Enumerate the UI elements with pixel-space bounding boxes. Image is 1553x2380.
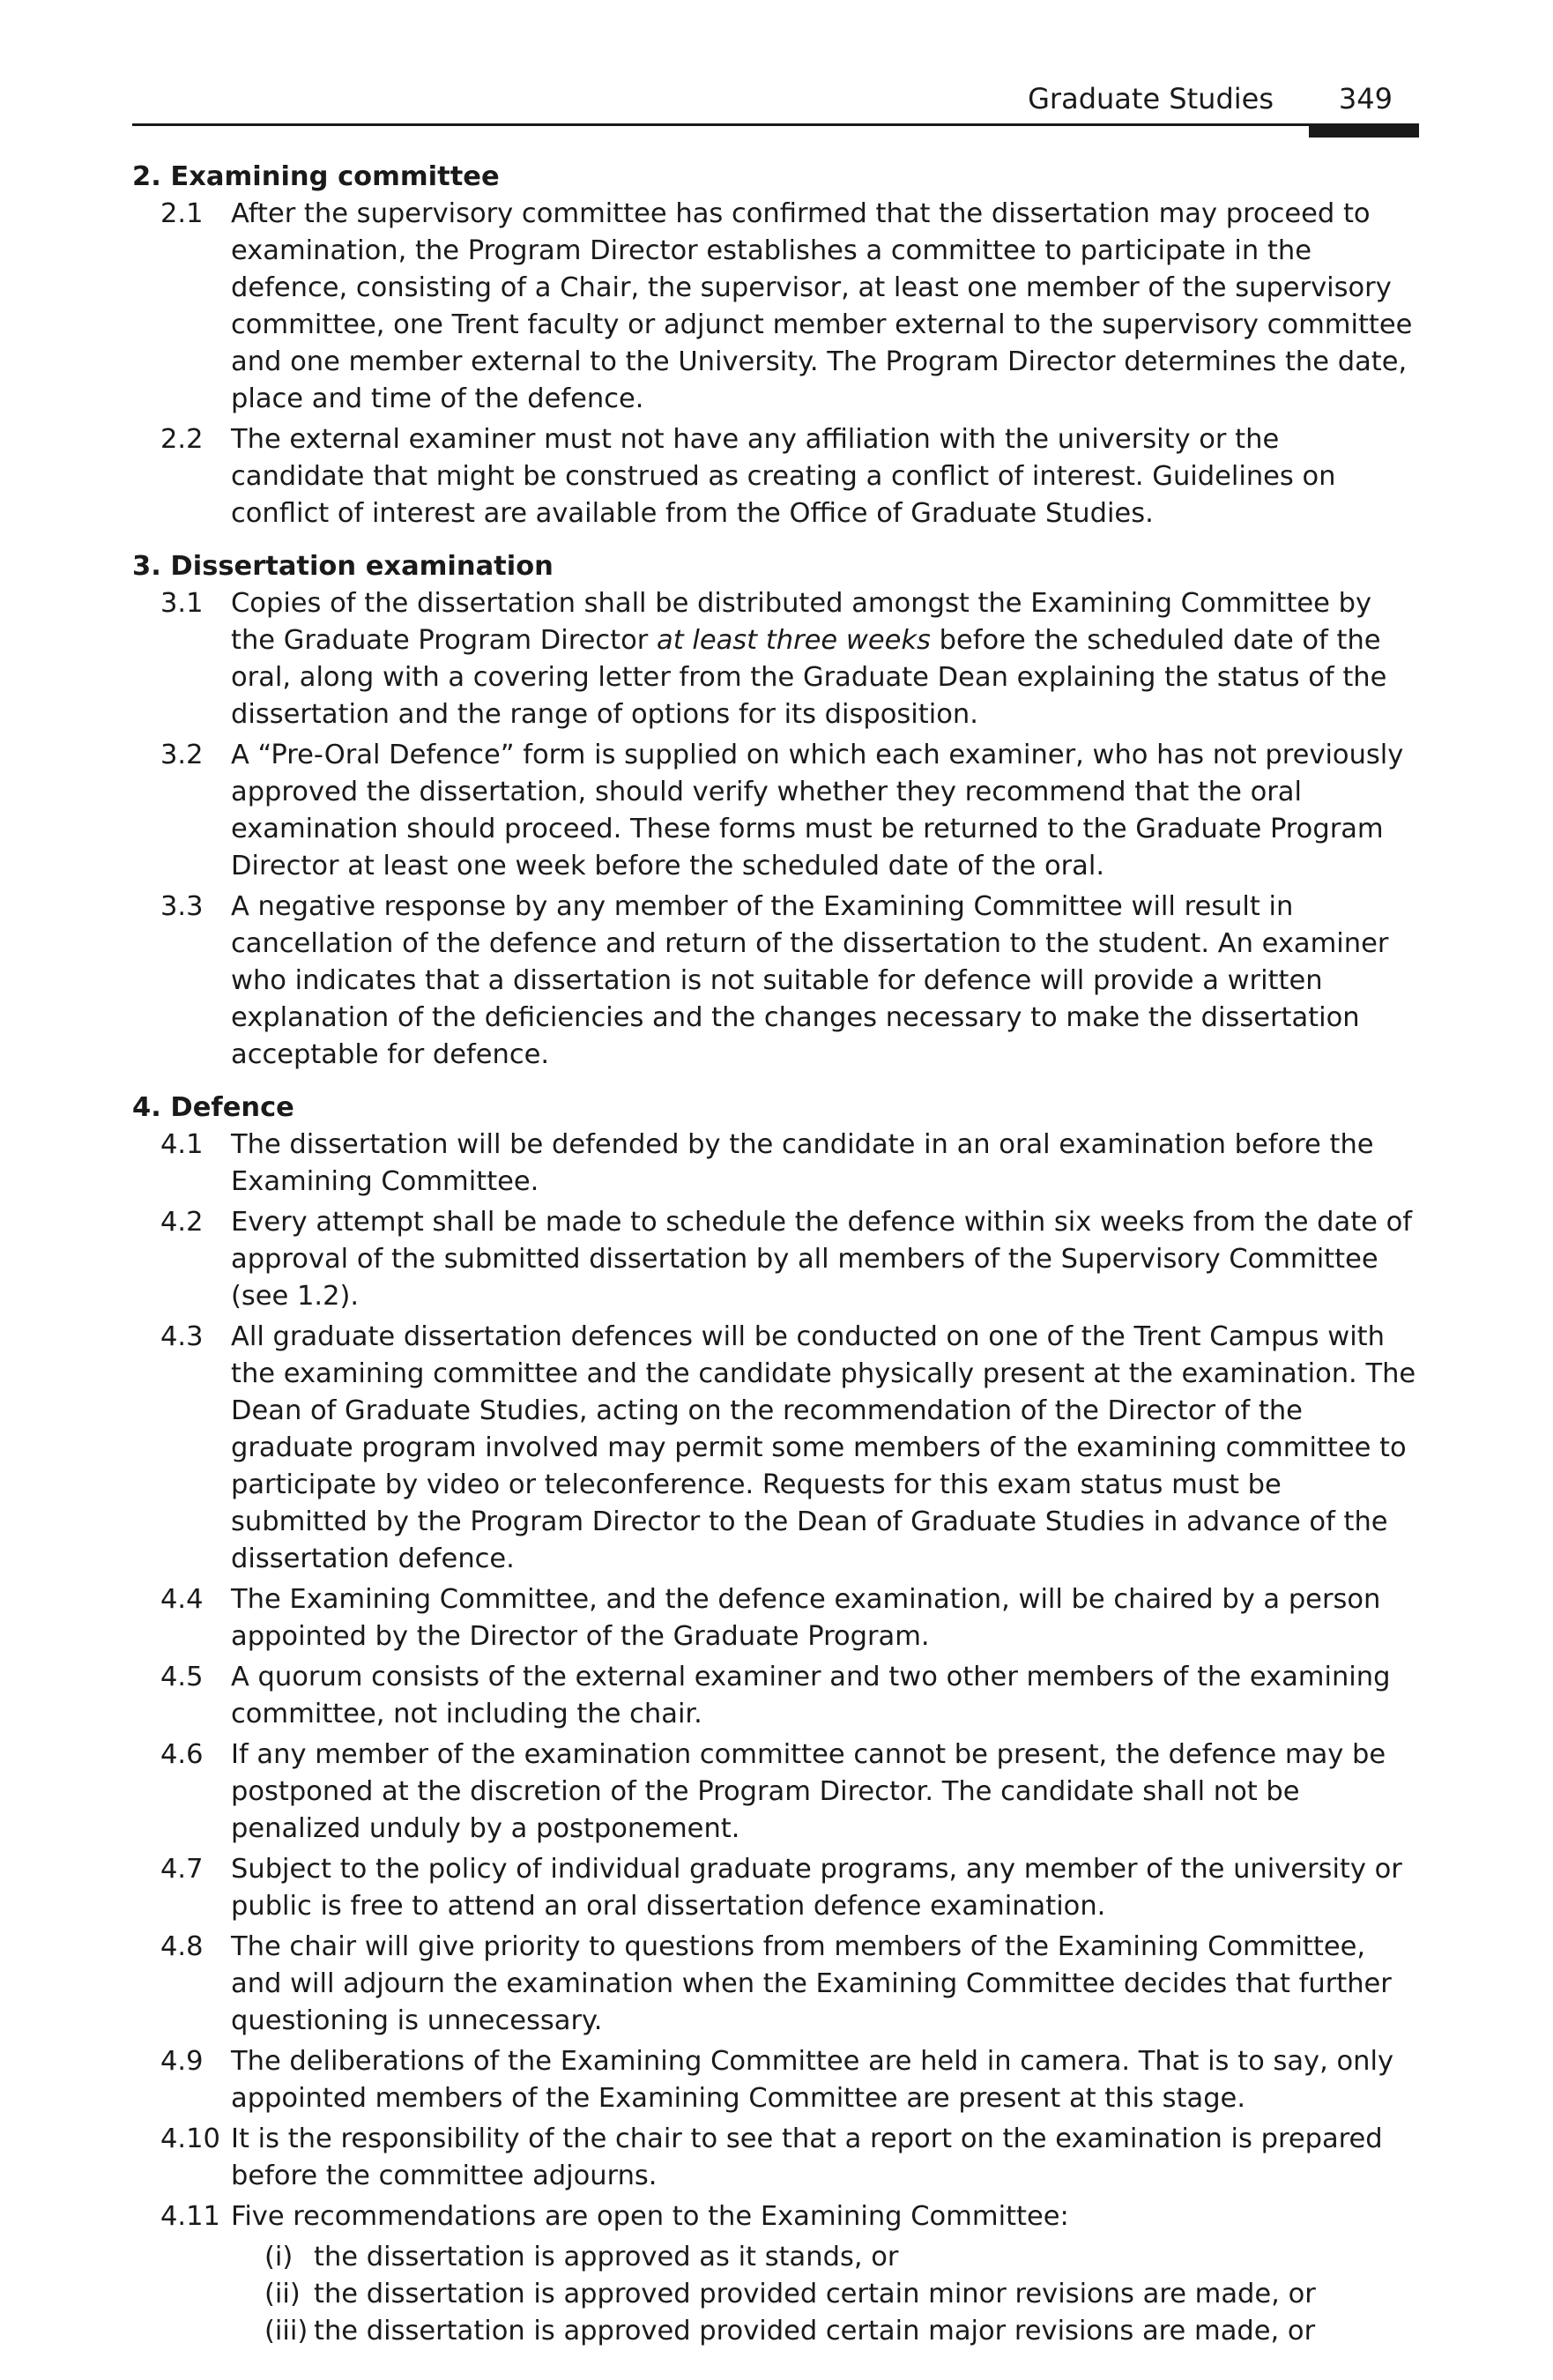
clause-text: The deliberations of the Examining Committee are held in camera. That is to say, only appointed members of the Examining Committee are present at this stage. [231, 2046, 1393, 2114]
clause-text: The Examining Committee, and the defence examination, will be chaired by a person appointed by the Director of the Graduate Program. [231, 1584, 1381, 1652]
clause-4-3 [132, 1319, 1419, 1578]
page-body [132, 159, 1419, 2366]
clause-text: If any member of the examination committee cannot be present, the defence may be postponed at the discretion of the Program Director. The candidate shall not be penalized unduly by a postponement. [231, 1739, 1386, 1844]
clause-number: 4.9 [160, 2046, 204, 2077]
clause-3-2 [132, 737, 1419, 885]
clause-text: Every attempt shall be made to schedule the defence within six weeks from the date of approval of the submitted dissertation by all members of the Supervisory Committee (see 1.2). [231, 1207, 1413, 1312]
clause-text: All graduate dissertation defences will be conducted on one of the Trent Campus with the examining committee and the candidate physically present at the examination. The Dean of Graduate Studies, acting on the recommendation of the Director of the graduate program involved may permit some members of the examining committee to participate by video or teleconference. Requests for this exam status must be submitted by the Program Director to the Dean of Graduate Studies in advance of the dissertation defence. [231, 1321, 1416, 1574]
clause-4-7 [132, 1851, 1419, 1925]
section-heading: 2. Examining committee [132, 161, 500, 192]
clause-text: After the supervisory committee has confirmed that the dissertation may proceed to examination, the Program Director establishes a committee to participate in the defence, consisting of a Chair, the supervisor, at least one member of the supervisory committee, one Trent faculty or adjunct member external to the supervisory committee and one member external to the University. The Program Director determines the date, place and time of the defence. [231, 198, 1413, 414]
clause-number: 3.3 [160, 891, 204, 922]
clause-number: 3.2 [160, 740, 204, 770]
clause-number: 4.8 [160, 1931, 204, 1962]
clause-text: A “Pre-Oral Defence” form is supplied on which each examiner, who has not previously approved the dissertation, should verify whether they recommend that the oral examination should proceed. These forms must be returned to the Graduate Program Director at least one week before the scheduled date of the oral. [231, 740, 1404, 881]
clause-number: 4.4 [160, 1584, 204, 1615]
subitem-text: the dissertation is approved provided certain minor revisions are made, or [314, 2279, 1316, 2309]
running-header [132, 79, 1419, 126]
clause-3-3 [132, 889, 1419, 1074]
clause-number: 4.10 [160, 2123, 220, 2154]
clause-number: 2.1 [160, 198, 204, 229]
clause-text: The chair will give priority to questions from members of the Examining Committee, and will adjourn the examination when the Examining Committee decides that further questioning is unnecessary. [231, 1931, 1392, 2036]
clause-4-4 [132, 1581, 1419, 1655]
clause-text: A quorum consists of the external examiner and two other members of the examining committee, not including the chair. [231, 1662, 1391, 1729]
clause-4-6 [132, 1737, 1419, 1848]
section-heading: 3. Dissertation examination [132, 551, 554, 582]
clause-4-5 [132, 1659, 1419, 1733]
clause-number: 4.6 [160, 1739, 204, 1770]
subitem-number: (iii) [264, 2316, 308, 2347]
recommendation-item-i [132, 2239, 1419, 2276]
subitem-text: the dissertation is approved as it stands, or [314, 2242, 899, 2272]
clause-text: It is the responsibility of the chair to see that a report on the examination is prepared before the committee adjourns. [231, 2123, 1383, 2191]
subitem-number: (ii) [264, 2279, 301, 2309]
subitem-text: the dissertation is approved provided certain major revisions are made, or [314, 2316, 1316, 2347]
section-dissertation-examination [132, 548, 1419, 1074]
clause-4-1 [132, 1127, 1419, 1201]
clause-number: 4.2 [160, 1207, 204, 1238]
clause-4-11 [132, 2198, 1419, 2235]
page-tab-marker [1309, 125, 1419, 138]
clause-text: The external examiner must not have any affiliation with the university or the candidate that might be construed as creating a conflict of interest. Guidelines on conflict of interest are available from the Office of Graduate Studies. [231, 424, 1336, 529]
clause-number: 4.11 [160, 2201, 220, 2232]
clause-text: The dissertation will be defended by the candidate in an oral examination before the Examining Committee. [231, 1129, 1374, 1197]
clause-4-2 [132, 1204, 1419, 1315]
clause-number: 4.1 [160, 1129, 204, 1160]
section-defence [132, 1090, 1419, 2350]
clause-4-9 [132, 2043, 1419, 2117]
section-examining-committee [132, 159, 1419, 532]
clause-2-1 [132, 196, 1419, 418]
clause-number: 4.3 [160, 1321, 204, 1352]
clause-text-part: before the scheduled date of the oral, along with a covering letter from the Graduate Dean explaining the status of the dissertation and the range of options for its disposition. [231, 625, 1387, 730]
clause-number: 2.2 [160, 424, 204, 455]
clause-number: 3.1 [160, 588, 204, 619]
clause-text: Five recommendations are open to the Examining Committee: [231, 2201, 1069, 2232]
running-header-section-name: Graduate Studies [1028, 82, 1274, 115]
recommendation-item-iii [132, 2313, 1419, 2350]
clause-text: A negative response by any member of the Examining Committee will result in cancellation of the defence and return of the dissertation to the student. An examiner who indicates that a dissertation is not suitable for defence will provide a written explanation of the deficiencies and the changes necessary to make the dissertation acceptable for defence. [231, 891, 1389, 1070]
clause-number: 4.5 [160, 1662, 204, 1692]
clause-text [231, 588, 1386, 730]
clause-3-1 [132, 585, 1419, 733]
section-heading: 4. Defence [132, 1092, 294, 1123]
recommendation-item-ii [132, 2276, 1419, 2313]
page-number: 349 [1338, 82, 1393, 115]
subitem-number: (i) [264, 2242, 294, 2272]
clause-text: Subject to the policy of individual graduate programs, any member of the university or public is free to attend an oral dissertation defence examination. [231, 1854, 1402, 1922]
clause-4-8 [132, 1929, 1419, 2040]
clause-4-10 [132, 2121, 1419, 2195]
clause-2-2 [132, 421, 1419, 532]
clause-number: 4.7 [160, 1854, 204, 1885]
clause-text-part: Copies of the dissertation shall be distributed amongst the Examining Committee by the Graduate Program Director [231, 588, 1372, 656]
emphasis-text: at least three weeks [657, 625, 931, 656]
